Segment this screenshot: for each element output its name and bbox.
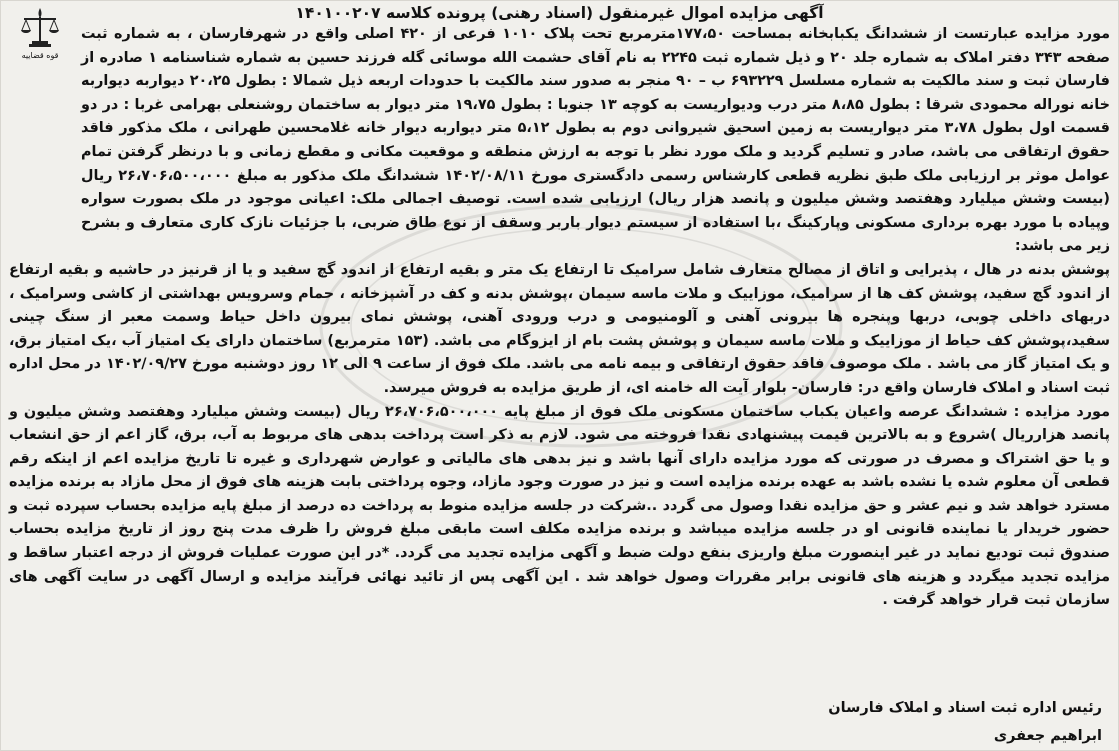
emblem-label: قوه قضاییه: [21, 51, 59, 60]
notice-title: آگهی مزایده اموال غیرمنقول (اسناد رهنی) پرونده کلاسه ۱۴۰۱۰۰۲۰۷: [295, 4, 824, 22]
signer-title: رئیس اداره ثبت اسناد و املاک فارسان: [828, 700, 1102, 716]
signer-name: ابراهیم جعفری: [993, 728, 1102, 744]
notice-body: [9, 23, 1110, 613]
property-description-paragraph: مورد مزایده عبارتست از ششدانگ یکبابخانه بمساحت ۱۷۷،۵۰مترمربع تحت پلاک ۱۰۱۰ فرعی از ۴۲۰ اصلی واقع در شهرفارسان ، به شماره ثبت صفحه ۳۴۳ دفتر املاک به شماره جلد ۲۰ و ذیل شماره ثبت ۲۲۴۵ به نام آقای حشمت الله موسائی گله فرزند حسین به شماره شناسنامه ۱ صادره از فارسان ثبت و سند مالکیت به شماره مسلسل ۶۹۳۲۲۹ ب – ۹۰ منجر به صدور سند مالکیت با حدودات اربعه ذیل شمالا : بطول ۲۰،۲۵ دیواربه دیواربه خانه نوراله محمودی شرقا : بطول ۸،۸۵ متر درب ودیواریست به کوچه ۱۳ جنوبا : بطول ۱۹،۷۵ متر دیوار به ساختمان روشنعلی بهرامی غربا : در دو قسمت اول بطول ۳،۷۸ متر دیواریست به زمین اسحیق شیروانی دوم به بطول ۵،۱۲ متر دیواربه دیوار خانه غلامحسین طهرانی ، ملک مذکور فاقد حقوق ارتفاقی می باشد، صادر و تسلیم گردید و ملک مورد نظر با توجه به ارزش منطقه و موقعیت مکانی و مقطع زمانی و با درنظر گرفتن تمام عوامل موثر بر ارزیابی ملک طبق نظریه قطعی کارشناس رسمی دادگستری مورخ ۱۴۰۲/۰۸/۱۱ ششدانگ ملک مذکور به مبلغ ۲۶،۷۰۶،۵۰۰،۰۰۰ ریال (بیست وشش میلیارد وهفتصد وشش میلیون و پانصد هزار ریال) ارزیابی شده است. توصیف اجمالی ملک: اعیانی موجود در ملک بصورت سواره وپیاده با مورد بهره برداری مسکونی وپارکینگ ،با استفاده از سیستم دیوار باربر وسقف از نوع طاق ضربی، با جزئیات نازک کاری متعارف و بشرح زیر می باشد:: [81, 26, 1111, 255]
building-details-paragraph: پوشش بدنه در هال ، پذیرایی و اتاق از مصالح متعارف شامل سرامیک تا ارتفاع یک متر و بقیه ارتفاع از اندود گچ سفید و یا از قرنیز در حاشیه و بقیه ارتفاع از اندود گچ سفید، پوشش کف ها از سرامیک، موزاییک و ملات ماسه سیمان ،پوشش بدنه و کف در آشپزخانه ، حمام وسرویس بهداشتی از کاشی وسرامیک ، دربهای داخلی چوبی، دربها وپنجره ها بیرونی آهنی و آلومنیومی و درب ورودی آهنی، پوشش نمای بیرون داخل حیاط وسمت معبر از سنگ چینی سفید،پوشش کف حیاط از موزاییک و ملات ماسه سیمان و پوشش پشت بام از ایزوگام می باشد. (۱۵۳ مترمربع) ساختمان دارای یک امتیاز آب ،یک امتیاز برق، و یک امتیاز گاز می باشد . ملک موصوف فاقد حقوق ارتفاقی و بیمه نامه می باشد. ملک فوق از ساعت ۹ الی ۱۲ روز دوشنبه مورخ ۱۴۰۲/۰۹/۲۷ در محل اداره ثبت اسناد و املاک فارسان واقع در: فارسان- بلوار آیت اله خامنه ای، از طریق مزایده به فروش میرسد.: [9, 261, 1111, 396]
auction-terms-paragraph: مورد مزایده : ششدانگ عرصه واعیان یکباب ساختمان مسکونی ملک فوق از مبلغ پایه ۲۶،۷۰۶،۵۰۰،۰۰۰ ریال (بیست وشش میلیارد وهفتصد وشش میلیون و پانصد هزارریال )شروع و به بالاترین قیمت پیشنهادی نقدا فروخته می شود. لازم به ذکر است پرداخت بدهی های مربوط به آب، برق، گاز اعم از حق انشعاب و یا حق اشتراک و مصرف در صورتی که مورد مزایده دارای آنها باشد و نیز بدهی های مالیاتی و عوارض شهرداری و غیره تا تاریخ مزایده اعم از اینکه رقم قطعی آن معلوم شده یا نشده باشد به عهده برنده مزایده است و نیز در صورت وجود مازاد، وجوه پرداختی بابت هزینه های فوق از محل مازاد به برنده مزایده مسترد خواهد شد و نیم عشر و حق مزایده نقدا وصول می گردد ..شرکت در جلسه مزایده منوط به پرداخت ده درصد از مبلغ پایه مزایده بحساب سپرده ثبت و حضور خریدار یا نماینده قانونی او در جلسه مزایده میباشد و برنده مزایده مکلف است مابقی مبلغ فروش را ظرف مدت پنج روز از تاریخ مزایده بحساب صندوق ثبت تودیع نماید در غیر اینصورت مبلغ واریزی بنفع دولت ضبط و آگهی مزایده تجدید می گردد. *در این صورت عملیات فروش از درجه اعتبار ساقط و مزایده تجدید میگردد و هزینه های قانونی برابر مقررات وصول خواهد شد . این آگهی پس از تائید نهائی فرآیند مزایده و ارسال آگهی در سایت آگهی های سازمان ثبت قرار خواهد گرفت .: [9, 403, 1110, 609]
